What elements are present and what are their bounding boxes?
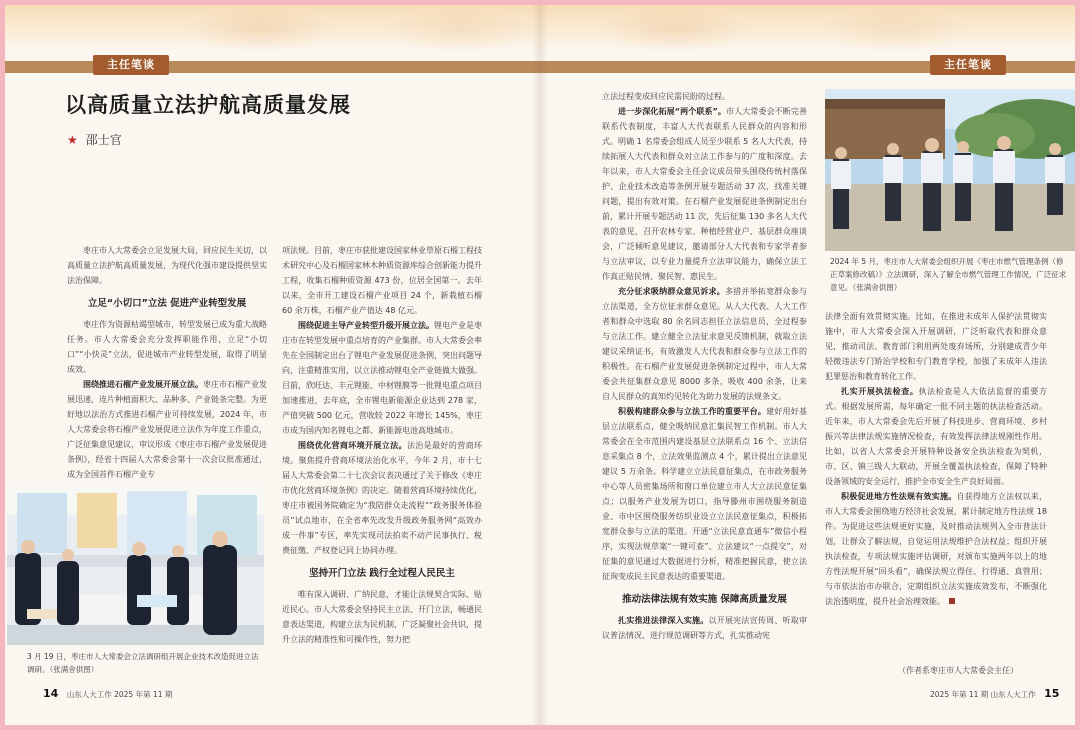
right-column-1	[602, 89, 807, 681]
left-column-1	[67, 243, 267, 483]
column-tag: 主任笔谈	[93, 55, 169, 75]
author-name: 邵士官	[85, 133, 122, 147]
right-page	[540, 5, 1075, 725]
decorative-swirl	[385, 7, 535, 51]
page-number: 14	[43, 687, 59, 700]
paragraph-text: 锂电产业是枣庄市在转型发展中重点培育的产业集群。市人大常委会率先在全国制定出台了锂电产业发展促进条例，突出问题导向，注重精准实用，以立法推动锂电全产业链做大做强。目前，欣旺达、丰元锂能、中材锂膜等一批锂电重点项目加速推进，去年底，全市锂电新能源企业达到 278 家，产值突破 500 亿元，营收较 2022 年增长 145%，枣庄市成为国内知名锂电之都、新能源电池高地城市。	[282, 321, 482, 435]
paragraph-lead: 积极促进地方性法规有效实施。	[841, 492, 957, 501]
author-line	[67, 131, 122, 148]
left-column-2	[282, 243, 482, 681]
photo-caption: 2024 年 5 月，枣庄市人大常委会组织开展《枣庄市燃气管理条例（修正草案修改稿）》立法调研，深入了解全市燃气管理工作情况，广泛征求意见。（张满舍供图）	[830, 257, 1067, 292]
paragraph-text: 枣庄市石榴产业发展迅速，连片种植面积大、品种多、产业链条完整。为更好地以法治方式推进石榴产业可持续发展，2024 年，市人大常委会将石榴产业发展促进立法作为年度工作重点，广泛征集意见建议，审议形成《枣庄市石榴产业发展促进条例》，经省十四届人大常委会第十一次会议批准通过，成为全国首件石榴产业专	[67, 380, 267, 479]
right-column-2	[825, 309, 1047, 661]
body-paragraph	[602, 404, 807, 584]
decorative-swirl	[600, 7, 750, 51]
magazine-spread	[5, 5, 1075, 725]
column-tag: 主任笔谈	[930, 55, 1006, 75]
body-paragraph	[825, 489, 1047, 609]
body-paragraph: 法律全面有效贯彻实施。比如，在推进未成年人保护法贯彻实施中，市人大常委会深入开展调研，广泛听取代表和群众意见，推动司法、教育部门利用两处废弃场所，分别建成青少年轻微违法专门矫治学校和专门教育学校，加强了未成年人违法犯罪惩治和教育转化工作。	[825, 312, 1047, 381]
paragraph-lead: 充分征求吸纳群众意见诉求。	[618, 287, 725, 296]
paragraph-lead: 围绕优化营商环境开展立法。	[298, 441, 407, 450]
paragraph-text: 执法检查是人大依法监督的重要方式。根据发展所需，每年确定一批不同主题的执法检查活动。近年来，市人大常委会先后开展了科技进步、营商环境、乡村振兴等法律法规实施情况检查，有效发挥法律法规刚性作用。比如，以省人大常委会开展特种设备安全执法检查为契机，市、区、镇三级人大联动，开展全覆盖执法检查，保障了特种设备领域的安全运行，推护全市安全生产良好局面。	[825, 387, 1047, 486]
photo-store-visit	[7, 485, 264, 645]
photo-caption: 3 月 19 日，枣庄市人大常委会立法调研组开展企业技术改造促进立法调研。（张满舍供图）	[27, 652, 259, 674]
store-visit-illustration	[7, 485, 264, 645]
paragraph-text: 建好用好基层立法联系点，健全吸纳民意汇集民智工作机制。市人大常委会在全市范围内建设基层立法联系点 16 个、立法信息采集点 8 个，立法效果监测点 4 个，累计提出立法意见建议 5 万余条。科学建立立法民意征集点，在市政务服务中心等人员密集场所和窗口单位建立市人大立法民意征集点；以服务产业发展为切口，指导滕州市围绕服务制造业、市中区围绕服务纺织业设立立法民意征集点，积极拓宽群众参与立法的渠道。开通“立法民意直通车”微信小程序，实现法规草案“一键可查”、立法建议“一点提交”，对征集的意见通过大数据进行分析，精准把握民意，使立法征询变成民主民意表达的重要渠道。	[602, 407, 807, 581]
decorative-swirl	[820, 7, 970, 51]
outdoor-visit-illustration	[825, 89, 1075, 251]
page-gutter	[532, 5, 548, 725]
paragraph-lead: 扎实推进法律深入实施。	[618, 616, 709, 625]
body-paragraph	[825, 384, 1047, 489]
end-mark-icon	[949, 598, 955, 604]
page-number: 15	[1044, 687, 1060, 700]
author-signature: （作者系枣庄市人大常委会主任）	[898, 666, 1018, 675]
body-paragraph: 唯有深入调研、广纳民意，才能让法规契合实际、贴近民心。市人大常委会坚持民主立法、开门立法，畅通民意表达渠道，构建立法为民机制，广泛凝聚社会共识，提升立法的精准性和可操作性，努力把	[282, 590, 482, 644]
page-footer-left	[43, 687, 172, 700]
decorative-swirl	[185, 7, 335, 51]
section-heading: 坚持开门立法 践行全过程人民民主	[309, 568, 455, 579]
paragraph-lead: 积极构建群众参与立法工作的重要平台。	[618, 407, 767, 416]
body-paragraph: 枣庄作为资源枯竭型城市，转型发展已成为重大战略任务。市人大常委会充分发挥职能作用，立足“小切口”“小快灵”立法，促进城市产业转型发展，取得了明显成效。	[67, 320, 267, 374]
body-paragraph	[67, 377, 267, 482]
body-paragraph	[282, 438, 482, 558]
paragraph-text: 自获得地方立法权以来，市人大常委会围绕地方经济社会发展，累计制定地方性法规 18 件。为促进这些法规更好实施，及时推动法规列入全市普法计划，让群众了解法规，自觉运用法规维护合法权益；组织开展执法检查，专项法规实施评估调研，对颁布实施两年以上的地方性法规开展“回头看”，确保法规立得住、行得通、真管用；与市依法治市办联合，定期组织立法实施成效发布，不断强化法治透明度，提升社会治理效能。	[825, 492, 1047, 606]
page-footer-right	[930, 687, 1059, 700]
section-heading: 推动法律法规有效实施 保障高质量发展	[622, 594, 787, 605]
left-page	[5, 5, 540, 725]
paragraph-lead: 扎实开展执法检查。	[841, 387, 919, 396]
paragraph-lead: 围绕推进石榴产业发展开展立法。	[83, 380, 203, 389]
intro-paragraph: 枣庄市人大常委会立足发展大局，回应民生关切，以高质量立法护航高质量发展，为现代化强市建设提供坚实法治保障。	[67, 246, 267, 285]
body-paragraph	[282, 318, 482, 438]
footer-text: 2025 年第 11 期 山东人大工作	[930, 690, 1036, 699]
photo-outdoor-visit	[825, 89, 1075, 251]
paragraph-text: 法治是最好的营商环境。聚焦提升营商环境法治化水平，今年 2 月，市十七届人大常委会第二十七次会议表决通过了关于修改《枣庄市优化营商环境条例》的决定。随着营商环境持续优化，枣庄市被国务院确定为“我陪群众走流程”“政务服务体验员”试点地市，在全省率先改发升级政务服务网“高效办成一件事”专区，率先实现司法拍卖不动产民事执行、税费征缴、产权登记同上协同办理。	[282, 441, 482, 555]
body-paragraph	[602, 104, 807, 284]
body-paragraph	[602, 284, 807, 404]
paragraph-text: 多措并举拓宽群众参与立法渠道，全方位征求群众意见。从人大代表、人大工作者和群众中选取 80 余名同志担任立法信息员，全过程参与立法工作。建立健全立法征求意见反馈机制，就取立法建议采纳证书，有效激发人大代表和群众参与立法工作的积极性。在石榴产业发展促进条例制定过程中，市人大常委会共征集群众意见 8000 多条，吸收 400 余条，让来自人民群众的真知灼见转化为助力发展的法规条文。	[602, 287, 807, 401]
paragraph-text: 市人大常委会不断完善联系代表制度，丰富人大代表联系人民群众的内容和形式。明确 1 名常委会组成人员至少联系 5 名人大代表，持续拓展人大代表和群众对立法工作参与的广度和深度。去年以来，市人大常委会主任会议成员带头围绕传统村落保护、企业技术改造等条例开展专题活动 37 次，找准关键问题，提出有效对策。在石榴产业发展促进条例制定出台前，累计开展专题活动 11 次，先后征集 130 多名人大代表的意见，召开农林专家、种植经营业户、基层群众座谈会，广泛倾听意见建议，邀请部分人大代表和专家学者参与立法审议，以专业力量提升立法审议能力，确保立法工作真正贴民情、聚民智、惠民生。	[602, 107, 807, 281]
footer-text: 山东人大工作 2025 年第 11 期	[66, 690, 173, 699]
body-paragraph	[602, 613, 807, 643]
star-icon: ★	[67, 133, 78, 147]
section-heading: 立足“小切口”立法 促进产业转型发展	[87, 298, 247, 309]
paragraph-lead: 进一步深化拓展“两个联系”。	[618, 107, 727, 116]
body-paragraph: 项法规。目前，枣庄市获批建设国家林业草原石榴工程技术研究中心及石榴国家林木种质资源库综合创新能力提升工程，收集石榴种质资源 473 份，位居全国第一。去年以来，全市开工建设石榴产业项目 24 个，新栽植石榴 60 余万株，石榴产业产值达 48 亿元。	[282, 246, 482, 315]
paragraph-lead: 围绕促进主导产业转型升级开展立法。	[298, 321, 434, 330]
header-rule	[5, 61, 540, 73]
paragraph-text: 以开展宪法宣传周、听取审议普法情况、进行规范调研等方式，扎实推动宪	[602, 616, 807, 640]
body-paragraph: 立法过程变成回应民需民盼的过程。	[602, 92, 730, 101]
article-title: 以高质量立法护航高质量发展	[65, 93, 351, 117]
